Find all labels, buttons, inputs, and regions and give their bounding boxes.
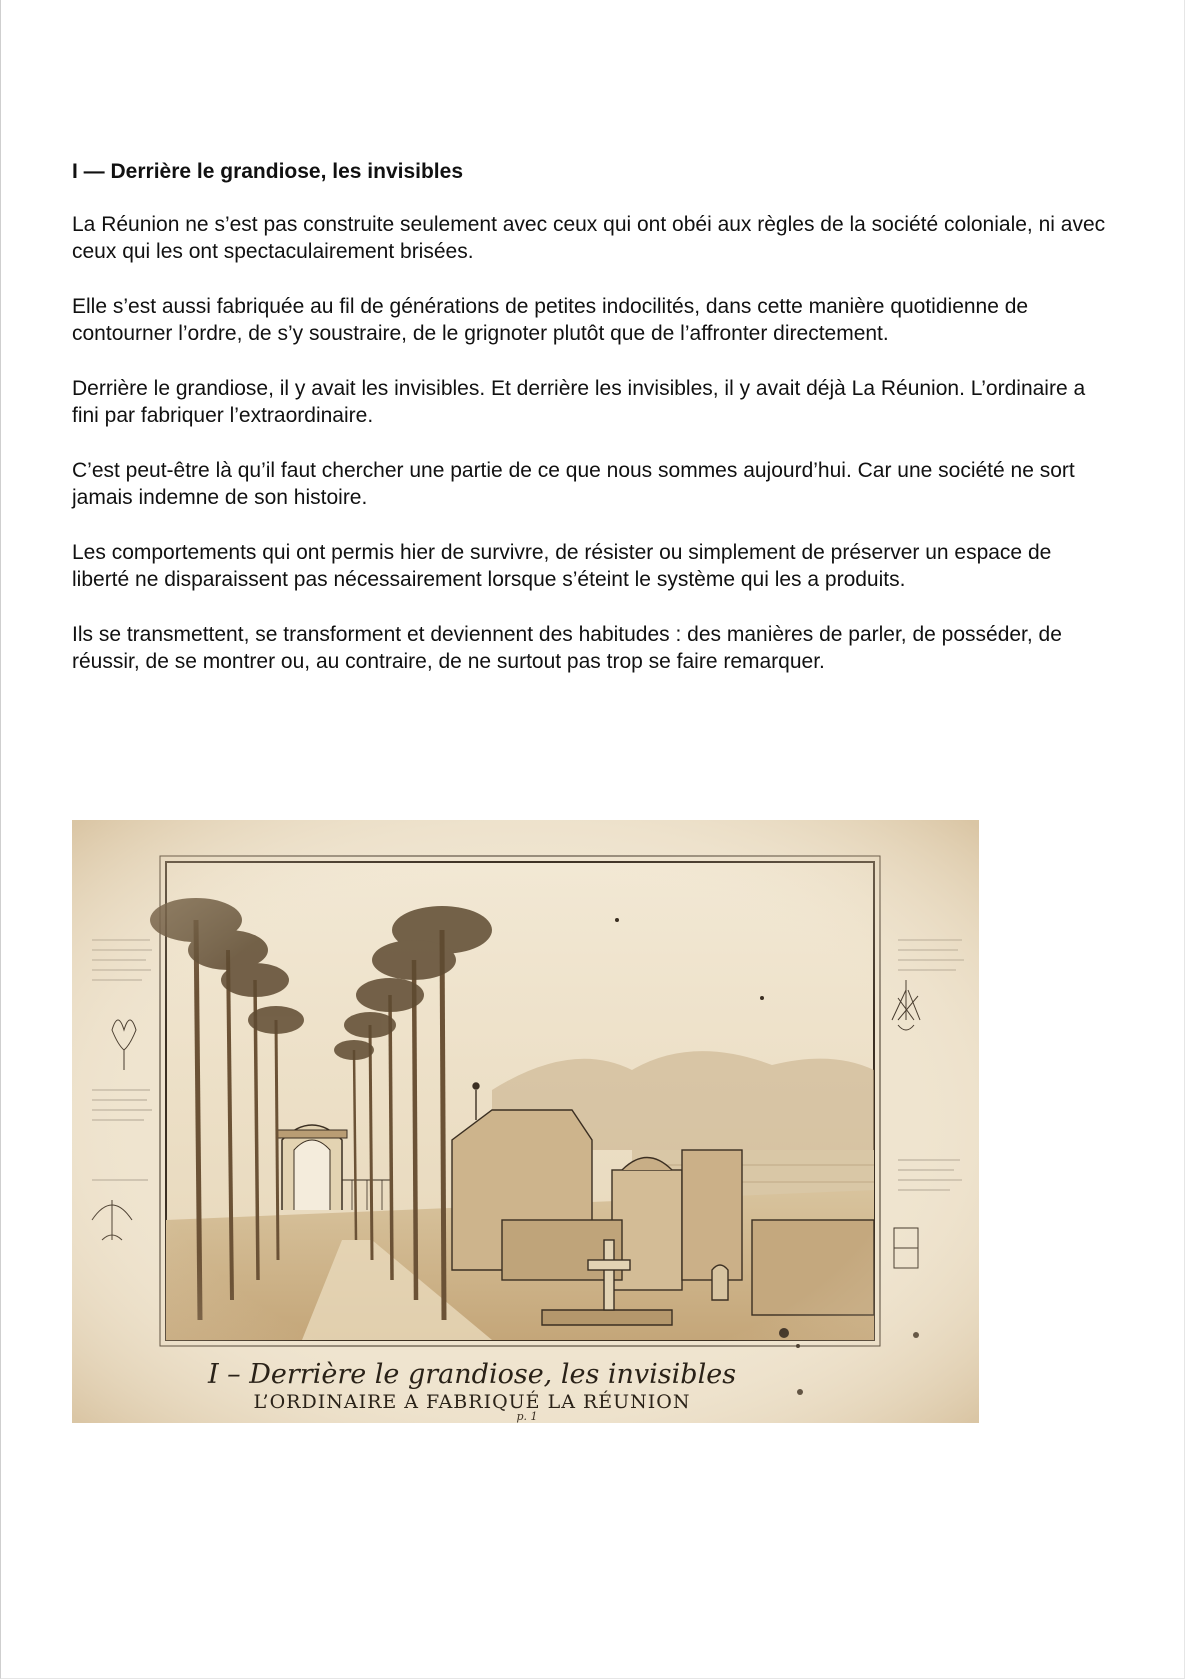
paper-vignette bbox=[72, 820, 979, 1423]
paragraph-6: Ils se transmettent, se transforment et deviennent des habitudes : des manières de parler, de posséder, de réussir, de se montrer ou, au contraire, de ne surtout pas trop se faire remarquer. bbox=[72, 623, 1062, 673]
paragraph-2: Elle s’est aussi fabriquée au fil de générations de petites indocilités, dans cette manière quotidienne de contourner l’ordre, de s’y soustraire, de le grignoter plutôt que de l’affronter directement. bbox=[72, 295, 1029, 345]
paragraph-1: La Réunion ne s’est pas construite seulement avec ceux qui ont obéi aux règles de la société coloniale, ni avec ceux qui les ont spectaculairement brisées. bbox=[72, 213, 1106, 263]
illustration-svg bbox=[72, 820, 979, 1423]
cemetery-illustration bbox=[72, 820, 979, 1423]
paragraph-4: C’est peut-être là qu’il faut chercher une partie de ce que nous sommes aujourd’hui. Car une société ne sort jamais indemne de son histoire. bbox=[72, 459, 1075, 509]
illustration-page-mark: p. 1 bbox=[516, 1410, 538, 1423]
illustration-caption-subtitle: L’ORDINAIRE A FABRIQUÉ LA RÉUNION bbox=[253, 1391, 691, 1413]
illustration-caption-title: I – Derrière le grandiose, les invisibles bbox=[207, 1359, 737, 1390]
document-body bbox=[72, 157, 1112, 703]
section-heading: I — Derrière le grandiose, les invisibles bbox=[72, 160, 464, 183]
paragraph-5: Les comportements qui ont permis hier de survivre, de résister ou simplement de préserver un espace de liberté ne disparaissent pas nécessairement lorsque s’éteint le système qui les a produits. bbox=[72, 541, 1052, 591]
paragraph-3: Derrière le grandiose, il y avait les invisibles. Et derrière les invisibles, il y avait déjà La Réunion. L’ordinaire a fini par fabriquer l’extraordinaire. bbox=[72, 377, 1086, 427]
